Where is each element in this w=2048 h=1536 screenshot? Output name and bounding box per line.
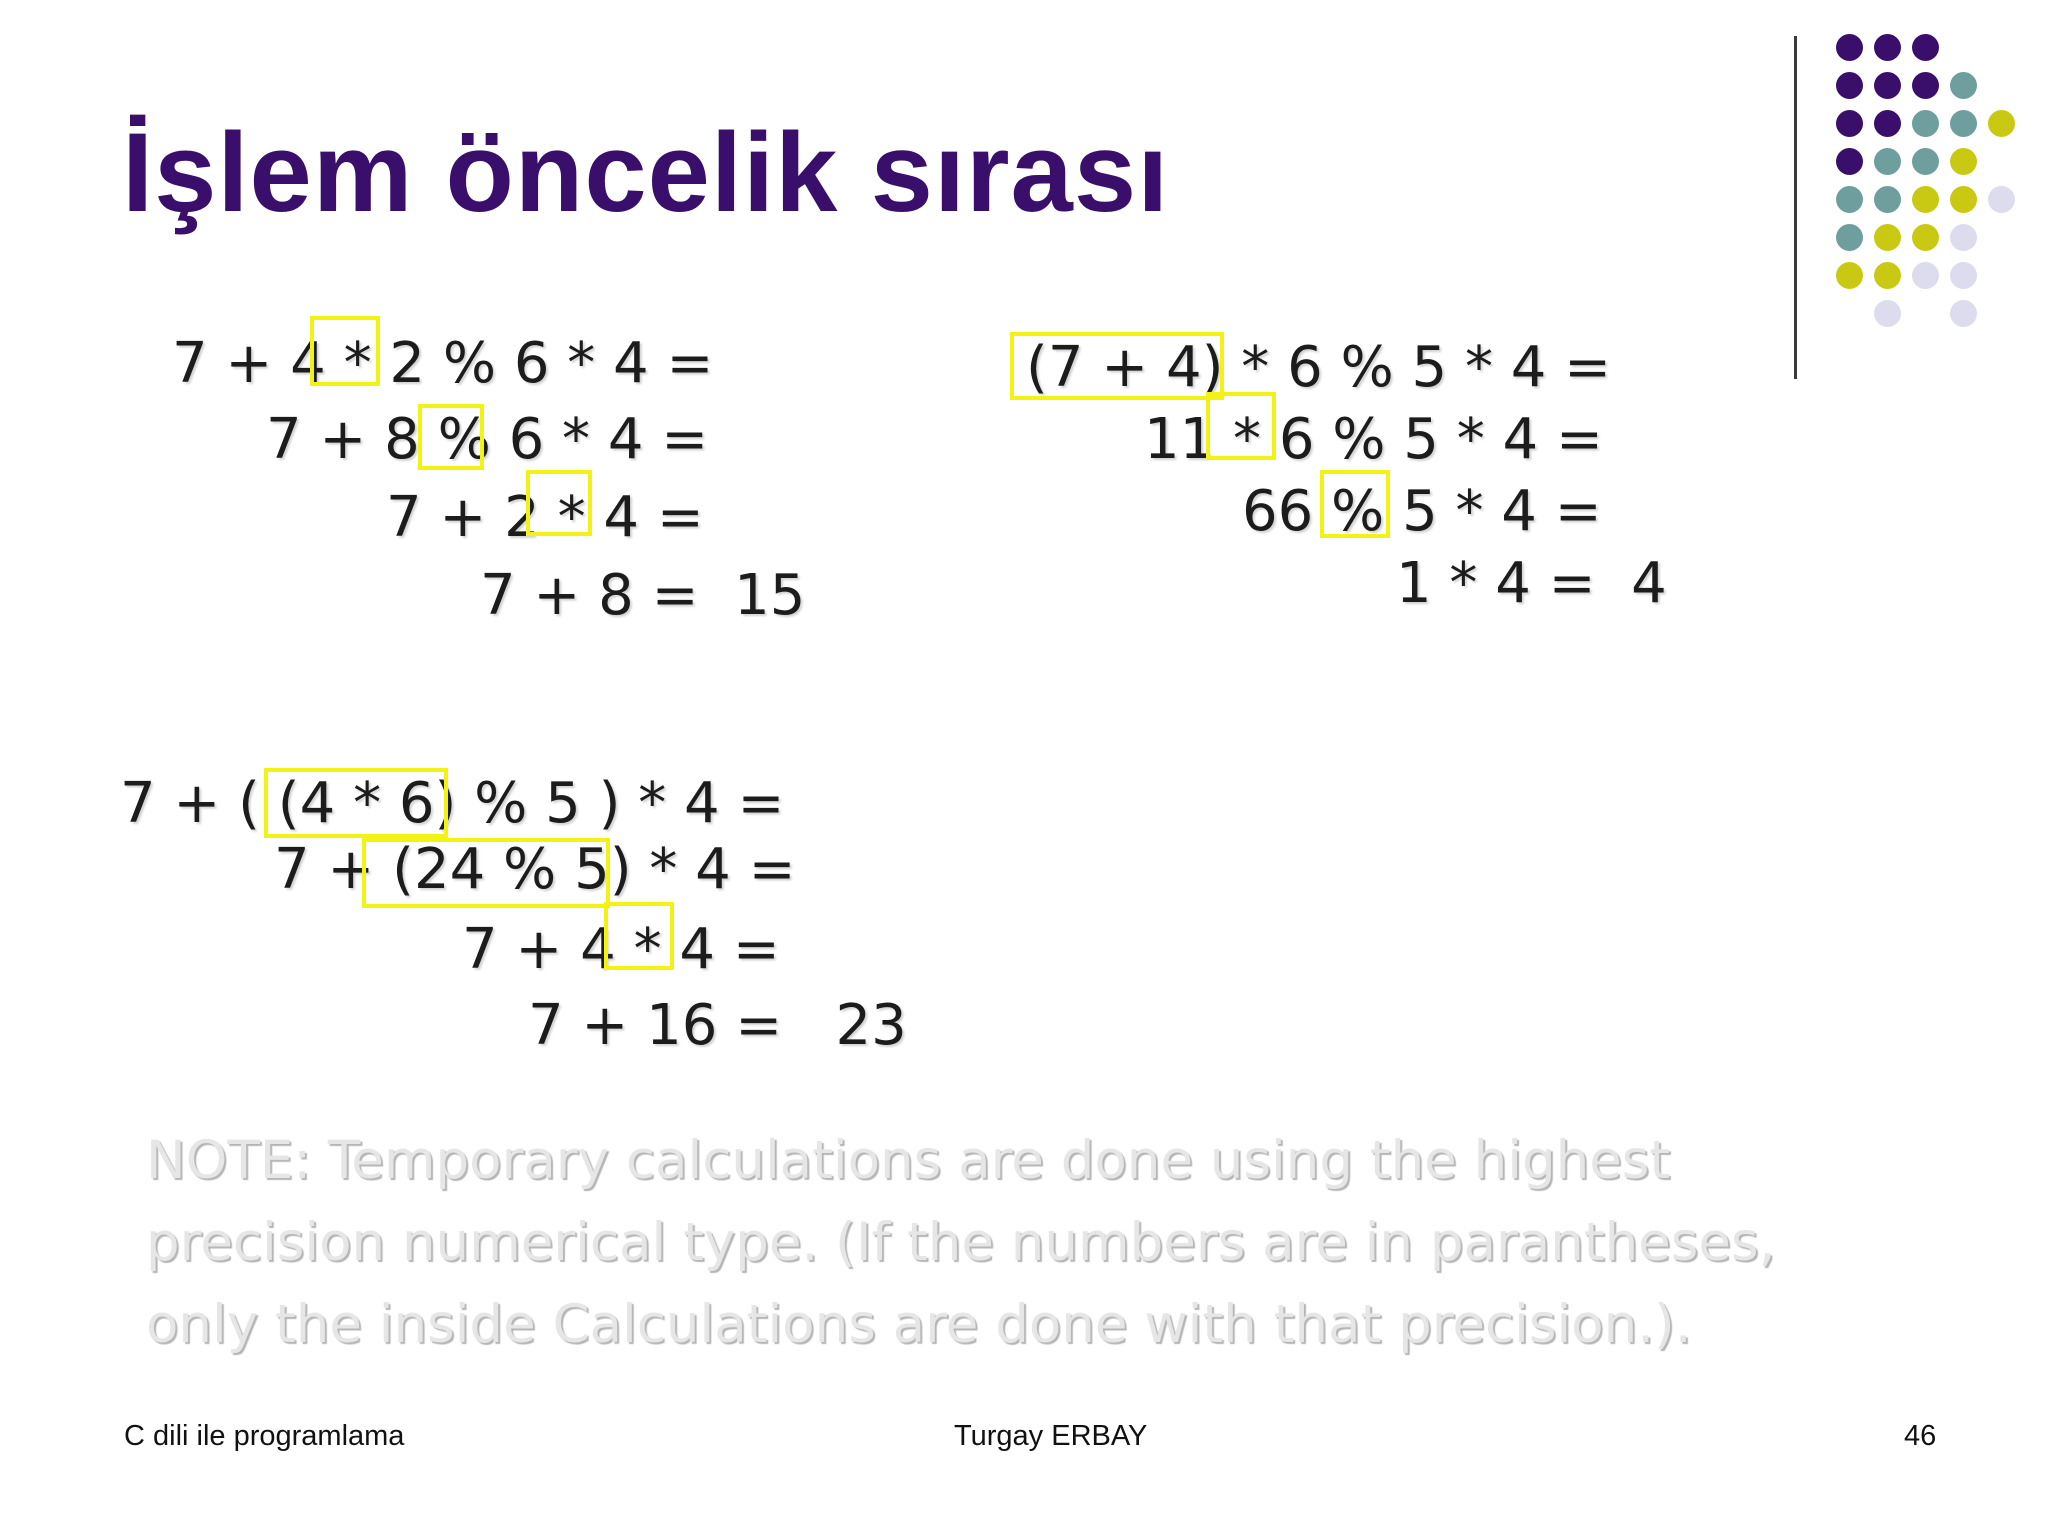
example-3-step-4: 7 + 16 = 23 xyxy=(528,993,907,1058)
slide-title: İşlem öncelik sırası xyxy=(122,110,1170,235)
dot xyxy=(1912,34,1939,61)
footer-course: C dili ile programlama xyxy=(124,1420,405,1452)
dot xyxy=(1874,300,1901,327)
dot xyxy=(1874,224,1901,251)
dot xyxy=(1950,110,1977,137)
dot xyxy=(1950,224,1977,251)
example-1-step-1: 7 + 4 * 2 % 6 * 4 = xyxy=(172,331,714,396)
highlight-box xyxy=(1320,470,1390,538)
dot xyxy=(1950,262,1977,289)
highlight-box xyxy=(1206,392,1276,460)
dot xyxy=(1988,186,2015,213)
footer-author: Turgay ERBAY xyxy=(954,1420,1148,1452)
example-2-step-1: (7 + 4) * 6 % 5 * 4 = xyxy=(1026,335,1612,400)
highlight-box xyxy=(1010,332,1224,400)
dot xyxy=(1836,110,1863,137)
dot xyxy=(1912,262,1939,289)
dot xyxy=(1912,186,1939,213)
example-1-step-2: 7 + 8 % 6 * 4 = xyxy=(266,407,709,472)
dot xyxy=(1836,262,1863,289)
dot xyxy=(1836,72,1863,99)
example-3-step-3: 7 + 4 * 4 = xyxy=(462,917,780,982)
dot xyxy=(1950,72,1977,99)
dot xyxy=(1874,186,1901,213)
example-2-step-4: 1 * 4 = 4 xyxy=(1396,551,1667,616)
dot xyxy=(1912,224,1939,251)
dot xyxy=(1912,148,1939,175)
highlight-box xyxy=(362,838,610,908)
dot xyxy=(1874,72,1901,99)
dot xyxy=(1950,186,1977,213)
highlight-box xyxy=(310,316,380,386)
highlight-box xyxy=(264,768,448,838)
dot xyxy=(1874,110,1901,137)
dot xyxy=(1836,186,1863,213)
example-2-step-2: 11 * 6 % 5 * 4 = xyxy=(1144,407,1603,472)
footer-page-number: 46 xyxy=(1904,1420,1937,1452)
dot xyxy=(1950,148,1977,175)
dot xyxy=(1836,224,1863,251)
example-1-step-4: 7 + 8 = 15 xyxy=(480,563,806,628)
dot xyxy=(1874,148,1901,175)
dot xyxy=(1912,72,1939,99)
dot xyxy=(1836,148,1863,175)
dot xyxy=(1874,262,1901,289)
highlight-box xyxy=(418,404,484,470)
dot xyxy=(1988,110,2015,137)
example-2-step-3: 66 % 5 * 4 = xyxy=(1242,479,1602,544)
dot xyxy=(1950,300,1977,327)
highlight-box xyxy=(526,470,592,536)
note-text: NOTE: Temporary calculations are done using the highest precision numerical type. (If the numbers are in parantheses, only the inside Calculations are done with that precision.). xyxy=(146,1130,1776,1355)
example-1-step-3: 7 + 2 * 4 = xyxy=(386,485,704,550)
decorative-divider xyxy=(1794,36,1797,379)
dot xyxy=(1836,34,1863,61)
example-3-step-1: 7 + ( (4 * 6) % 5 ) * 4 = xyxy=(120,771,785,836)
highlight-box xyxy=(604,902,674,970)
dot xyxy=(1912,110,1939,137)
example-3-step-2: 7 + (24 % 5) * 4 = xyxy=(274,837,796,902)
dot xyxy=(1874,34,1901,61)
